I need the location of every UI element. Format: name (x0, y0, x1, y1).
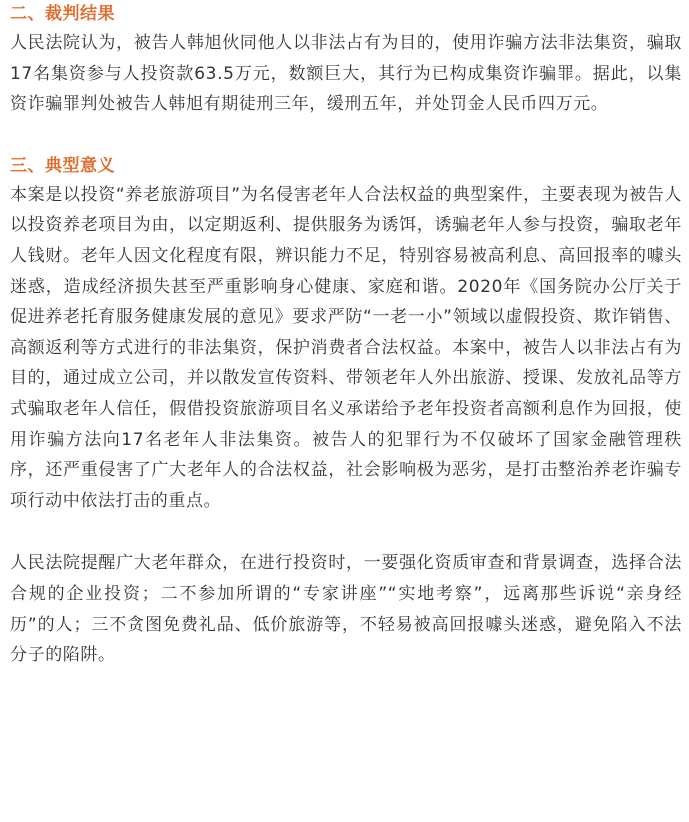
section-heading-judgment: 二、裁判结果 (10, 4, 115, 24)
reminder-paragraph: 人民法院提醒广大老年群众，在进行投资时，一要强化资质审查和背景调查，选择合法合规的企业投资；二不参加所谓的“专家讲座”“实地考察”，远离那些诉说“亲身经历”的人；三不贪图免费礼品、低价旅游等，不轻易被高回报噱头迷惑，避免陷入不法分子的陷阱。 (10, 553, 682, 666)
section-heading-significance: 三、典型意义 (10, 155, 115, 176)
section-spacer (10, 120, 682, 152)
significance-paragraph: 本案是以投资“养老旅游项目”为名侵害老年人合法权益的典型案件，主要表现为被告人以投资养老项目为由，以定期返利、提供服务为诱饵，诱骗老年人参与投资，骗取老年人钱财。老年人因文化程度有限，辨识能力不足，特别容易被高利息、高回报率的噱头迷惑，造成经济损失甚至严重影响身心健康、家庭和谐。2020年《国务院办公厅关于促进养老托育服务健康发展的意见》要求严防“一老一小”领域以虚假投资、欺诈销售、高额返利等方式进行的非法集资，保护消费者合法权益。本案中，被告人以非法占有为目的，通过成立公司，并以散发宣传资料、带领老年人外出旅游、授课、发放礼品等方式骗取老年人信任，假借投资旅游项目名义承诺给予老年投资者高额利息作为回报，使用诈骗方法向17名老年人非法集资。被告人的犯罪行为不仅破坏了国家金融管理秩序，还严重侵害了广大老年人的合法权益，社会影响极为恶劣，是打击整治养老诈骗专项行动中依法打击的重点。 (10, 184, 682, 511)
paragraph-spacer (10, 516, 682, 548)
article (10, 0, 682, 671)
judgment-paragraph: 人民法院认为，被告人韩旭伙同他人以非法占有为目的，使用诈骗方法非法集资，骗取17名集资参与人投资款63.5万元，数额巨大，其行为已构成集资诈骗罪。据此，以集资诈骗罪判处被告人韩旭有期徒刑三年，缓刑五年，并处罚金人民币四万元。 (10, 33, 682, 115)
